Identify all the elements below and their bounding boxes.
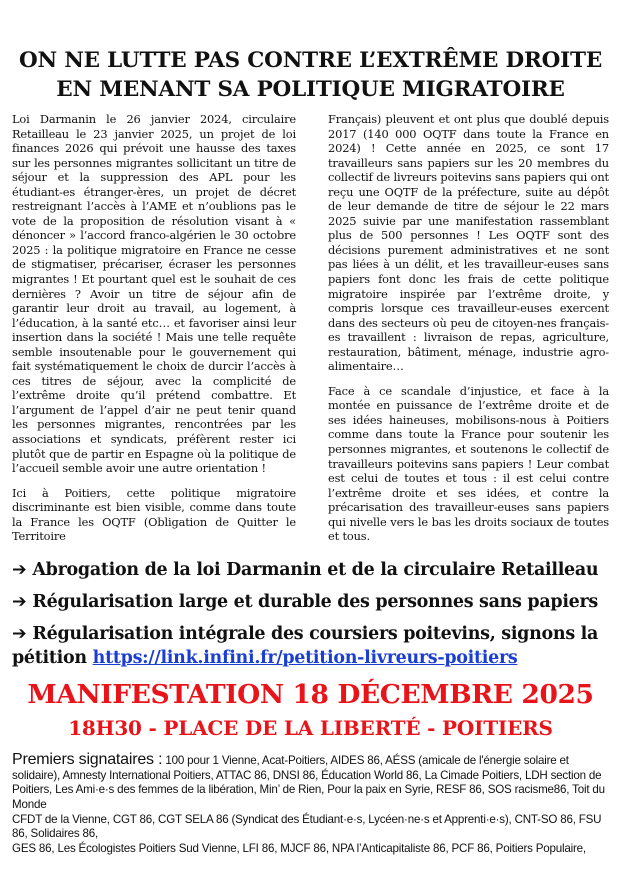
signatories-label: Premiers signataires :: [12, 750, 163, 768]
demand-item: [12, 590, 609, 614]
signatories-unions: CFDT de la Vienne, CGT 86, CGT SELA 86 (Syndicat des Étudiant·e·s, Lycéen·ne·s et Apprenti·e·s), CNT-SO 86, FSU 86, Solidaires 86,: [12, 812, 602, 841]
arrow-right-icon: ➔: [12, 559, 27, 580]
paragraph-poitiers-end: Français) pleuvent et ont plus que doublé depuis 2017 (140 000 OQTF dans toute la France en 2024) ! Cette année en 2025, ce sont 17 travailleurs sans papiers sur les 20 membres du collectif de livreurs poitevins sans papiers qui ont reçu une OQTF de la préfecture, suite au dépôt de leur demande de titre de séjour le 22 mars 2025 suivie par une manifestation rassemblant plus de 500 personnes ! Les OQTF sont des décisions purement administratives et ne sont pas liées à un délit, et les travailleur-euses sans papiers font donc les frais de cette politique migratoire inspirée par l’extrême droite, y compris lorsque ces travailleur-euses exercent dans des secteurs où peu de citoyen-nes français-es travaillent : livraison de repas, agriculture, restauration, bâtiment, ménage, industrie agro-alimentaire…: [328, 112, 609, 374]
title-line-2: EN MENANT SA POLITIQUE MIGRATOIRE: [56, 77, 565, 102]
demands-list: [12, 558, 609, 670]
text-column-left: [12, 112, 296, 554]
demand-text: Régularisation intégrale des coursiers poitevins, signons la pétition: [12, 623, 599, 668]
paragraph-intro: Loi Darmanin le 26 janvier 2024, circulaire Retailleau le 23 janvier 2025, un projet de loi finances 2026 qui prévoit une hausse des taxes sur les personnes migrantes sollicitant un titre de séjour et la suppression des APL pour les étudiant-es étranger-ères, un projet de décret restreignant l’accès à l’AME et n’oublions pas le vote de la proposition de résolution visant à « dénoncer » l’accord franco-algérien le 30 octobre 2025 : la politique migratoire en France ne cesse de stigmatiser, précariser, écraser les personnes migrantes ! Et pourtant quel est le souhait de ces dernières ? Avoir un titre de séjour afin de garantir leur droit au travail, au logement, à l’éducation, à la santé etc… et favoriser ainsi leur insertion dans la société ! Mais une telle requête semble insoutenable pour le gouvernement qui fait systématiquement le choix de durcir l’accès à ces titres de séjour, avec la complicité de l’extrême droite qu’il prétend combattre. Et l’argument de l’appel d’air ne peut tenir quand les personnes migrantes, rencontrées par les associations et syndicats, préfèrent rester ici plutôt que de partir en Espagne où la politique de l’accueil semble avoir une autre orientation !: [12, 112, 296, 476]
arrow-right-icon: ➔: [12, 591, 27, 612]
page-title: [0, 46, 621, 104]
signatories-parties: GES 86, Les Écologistes Poitiers Sud Vienne, LFI 86, MJCF 86, NPA l’Anticapitaliste 86, PCF 86, Poitiers Populaire,: [12, 842, 586, 856]
event-headline: MANIFESTATION 18 DÉCEMBRE 2025: [27, 678, 594, 710]
paragraph-call-to-action: Face à ce scandale d’injustice, et face à la montée en puissance de l’extrême droite et de ses idées haineuses, mobilisons-nous à Poitiers comme dans toute la France pour soutenir les personnes migrantes, et soutenons le collectif de travailleurs poitevins sans papiers ! Leur combat est celui de toutes et tous : il est celui contre l’extrême droite et ses idées, et contre la précarisation des travailleur-euses sans papiers qui nivelle vers le bas les droits sociaux de toutes et tous.: [328, 383, 609, 544]
paragraph-poitiers-start: Ici à Poitiers, cette politique migratoire discriminante est bien visible, comme dans toute la France les OQTF (Obligation de Quitter le Territoire: [12, 485, 296, 544]
text-column-right: [328, 112, 609, 554]
associations-list: 100 pour 1 Vienne, Acat-Poitiers, AIDES 86, AÉSS (amicale de l'énergie solaire et solidaire), Amnesty International Poitiers, ATTAC 86, DNSI 86, Éducation World 86, La Cimade Poitiers, LDH section de Poitiers, Les Ami·e·s des femmes de la libération, Min’ de Rien, Pour la paix en Syrie, RESF 86, SOS racisme86, Toit du Monde: [12, 753, 605, 811]
demand-text: Régularisation large et durable des personnes sans papiers: [32, 591, 598, 612]
signatories-associations: [12, 752, 609, 813]
demand-item: [12, 622, 609, 670]
demand-text: Abrogation de la loi Darmanin et de la circulaire Retailleau: [32, 559, 599, 580]
arrow-right-icon: ➔: [12, 623, 27, 644]
signatories: [12, 752, 609, 857]
title-line-1: ON NE LUTTE PAS CONTRE L’EXTRÊME DROITE: [18, 48, 603, 73]
petition-link[interactable]: https://link.infini.fr/petition-livreurs-poitiers: [92, 647, 518, 668]
event-details: 18H30 - PLACE DE LA LIBERTÉ - POITIERS: [68, 715, 553, 740]
demand-item: [12, 558, 609, 582]
text-columns: [12, 112, 609, 554]
